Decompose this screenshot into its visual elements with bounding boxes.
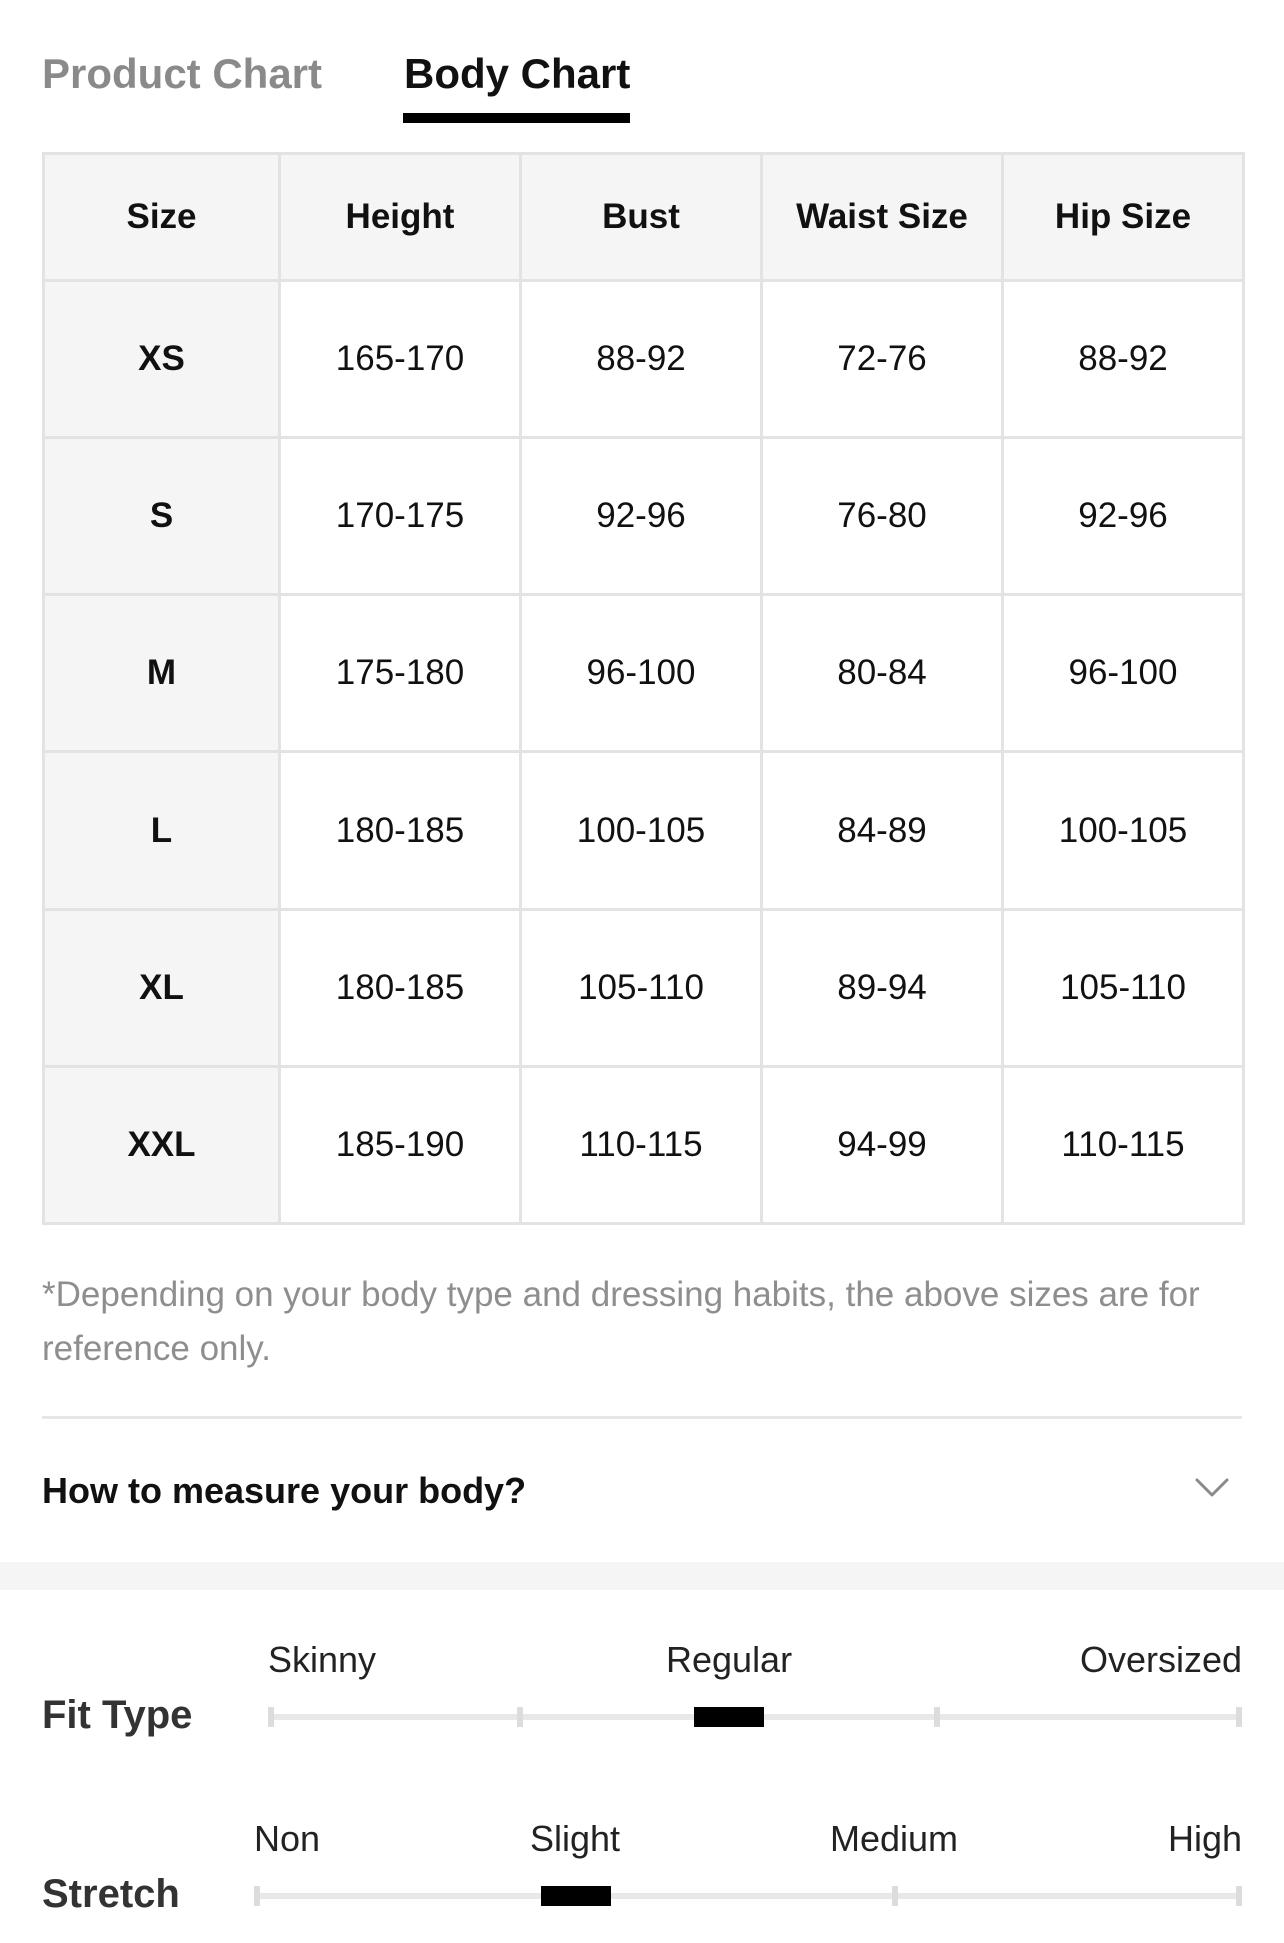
- waist-cell: 72-76: [762, 281, 1003, 438]
- height-cell: 180-185: [280, 752, 521, 909]
- column-header-size: Size: [44, 154, 280, 281]
- size-cell: M: [44, 595, 280, 752]
- hip-cell: 96-100: [1003, 595, 1244, 752]
- waist-cell: 80-84: [762, 595, 1003, 752]
- column-header-height: Height: [280, 154, 521, 281]
- waist-cell: 84-89: [762, 752, 1003, 909]
- stretch-title: Stretch: [42, 1872, 180, 1916]
- bust-cell: 105-110: [521, 909, 762, 1066]
- stretch-marker-slight: [541, 1886, 611, 1906]
- fit-type-tick: [934, 1707, 940, 1727]
- column-header-hip-size: Hip Size: [1003, 154, 1244, 281]
- fit-type-tick: [517, 1707, 523, 1727]
- fit-type-tick: [268, 1707, 274, 1727]
- stretch-tick: [254, 1886, 260, 1906]
- stretch-label-non: Non: [254, 1818, 321, 1859]
- height-cell: 180-185: [280, 909, 521, 1066]
- fit-type-label-skinny: Skinny: [268, 1639, 377, 1680]
- how-to-measure-accordion[interactable]: [42, 1440, 1242, 1540]
- size-cell: L: [44, 752, 280, 909]
- stretch-label-high: High: [1168, 1818, 1243, 1859]
- hip-cell: 88-92: [1003, 281, 1244, 438]
- section-divider: [42, 1416, 1242, 1419]
- hip-cell: 100-105: [1003, 752, 1244, 909]
- height-cell: 185-190: [280, 1066, 521, 1223]
- chart-tabs: [0, 0, 1284, 140]
- bust-cell: 88-92: [521, 281, 762, 438]
- table-row: [44, 281, 1244, 438]
- fit-type-label-oversized: Oversized: [1080, 1639, 1243, 1680]
- waist-cell: 94-99: [762, 1066, 1003, 1223]
- size-table: [42, 152, 1245, 1225]
- stretch-tick: [892, 1886, 898, 1906]
- tab-product-chart[interactable]: Product Chart: [42, 50, 323, 97]
- size-disclaimer-note: *Depending on your body type and dressing habits, the above sizes are for reference only.: [42, 1275, 1200, 1368]
- table-row: [44, 595, 1244, 752]
- stretch-label-slight: Slight: [530, 1818, 621, 1859]
- table-row: [44, 909, 1244, 1066]
- size-cell: XS: [44, 281, 280, 438]
- table-row: [44, 752, 1244, 909]
- size-cell: S: [44, 438, 280, 595]
- fit-type-marker-regular: [694, 1707, 764, 1727]
- bust-cell: 110-115: [521, 1066, 762, 1223]
- stretch-label-medium: Medium: [830, 1818, 959, 1859]
- stretch-track: [254, 1893, 1242, 1899]
- column-header-waist-size: Waist Size: [762, 154, 1003, 281]
- bust-cell: 96-100: [521, 595, 762, 752]
- stretch-tick: [1236, 1886, 1242, 1906]
- fit-type-label-regular: Regular: [666, 1639, 793, 1680]
- table-row: [44, 438, 1244, 595]
- hip-cell: 110-115: [1003, 1066, 1244, 1223]
- fit-type-title: Fit Type: [42, 1693, 193, 1737]
- table-header-row: [44, 154, 1244, 281]
- size-cell: XXL: [44, 1066, 280, 1223]
- column-header-bust: Bust: [521, 154, 762, 281]
- fit-type-tick: [1236, 1707, 1242, 1727]
- active-tab-indicator: [403, 113, 630, 123]
- waist-cell: 89-94: [762, 909, 1003, 1066]
- size-cell: XL: [44, 909, 280, 1066]
- bust-cell: 92-96: [521, 438, 762, 595]
- hip-cell: 105-110: [1003, 909, 1244, 1066]
- bust-cell: 100-105: [521, 752, 762, 909]
- section-gap: [0, 1562, 1284, 1590]
- chevron-down-icon[interactable]: [1194, 1476, 1230, 1500]
- how-to-measure-title: How to measure your body?: [42, 1470, 527, 1511]
- waist-cell: 76-80: [762, 438, 1003, 595]
- height-cell: 170-175: [280, 438, 521, 595]
- table-row: [44, 1066, 1244, 1223]
- height-cell: 175-180: [280, 595, 521, 752]
- tab-body-chart[interactable]: Body Chart: [404, 50, 631, 97]
- height-cell: 165-170: [280, 281, 521, 438]
- hip-cell: 92-96: [1003, 438, 1244, 595]
